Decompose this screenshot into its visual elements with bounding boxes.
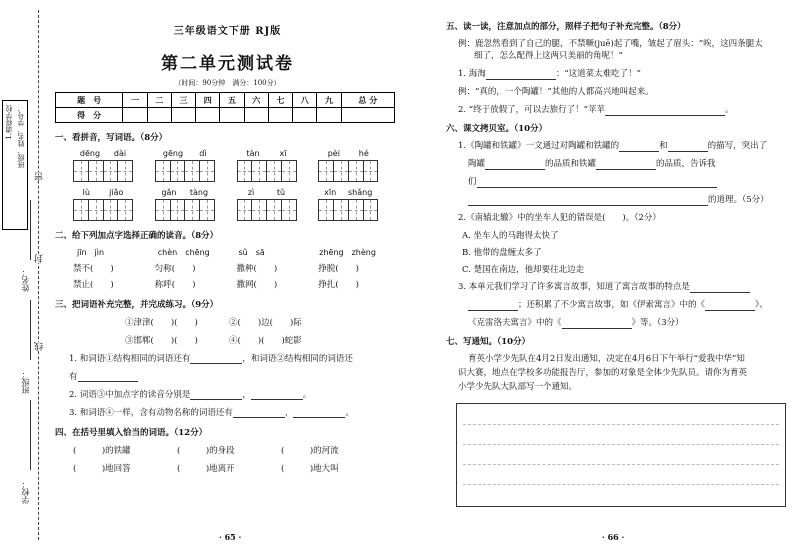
score-cell[interactable] [293, 108, 317, 123]
option-a[interactable]: A. 坐车人的马跑得太快了 [462, 231, 559, 241]
fill-item: ( )的铁罐 [73, 446, 131, 456]
score-header-cell: 总 分 [341, 93, 394, 108]
score-cell[interactable] [341, 108, 394, 123]
writing-grid[interactable] [155, 199, 215, 221]
q5-example: 例：“真的，一个陶罐！”其他的人都高兴地叫起来。 [458, 87, 654, 97]
page-title: 第二单元测试卷 [161, 54, 294, 74]
pinyin-syllable: zì [247, 188, 255, 197]
idiom-item: ③邯郸( )( ) [125, 336, 198, 346]
q6-item1: 陶罐 [468, 159, 486, 169]
answer-blank[interactable] [485, 161, 545, 170]
fill-item: ( )地回答 [73, 464, 131, 474]
pinyin-syllable: lù [82, 188, 90, 197]
pinyin-item [318, 149, 400, 182]
name-field[interactable] [30, 200, 31, 260]
pinyin-syllable: gēng [162, 149, 184, 158]
school-field[interactable] [30, 400, 31, 470]
answer-blank[interactable] [705, 302, 755, 311]
q5-example: 细了，怎么配得上这两只美丽的角呢！” [474, 51, 623, 61]
fill-row [55, 444, 400, 456]
pinyin-item [155, 188, 237, 221]
answer-blank[interactable] [690, 284, 750, 293]
fill-row [55, 462, 400, 474]
score-header-cell: 四 [196, 93, 220, 108]
score-header-cell: 二 [147, 93, 171, 108]
score-cell[interactable] [317, 108, 341, 123]
seal-mark: 密 [35, 172, 45, 181]
writing-grid[interactable] [318, 160, 378, 182]
answer-blank[interactable] [190, 355, 242, 364]
pinyin-item [237, 149, 319, 182]
score-cell[interactable] [123, 108, 147, 123]
score-header-cell: 九 [317, 93, 341, 108]
q6-item3: ；还积累了不少寓言故事，如《伊索寓言》中的《 [518, 300, 706, 310]
answer-blank[interactable] [78, 373, 138, 382]
q6-item1: 和 [659, 141, 668, 151]
pinyin-syllable: pèi [327, 149, 340, 158]
pinyin-syllable: gǎn [161, 188, 177, 197]
pinyin-syllable: dēng [79, 149, 101, 158]
answer-blank[interactable] [468, 197, 708, 206]
q5-item1: 1. 海淘 [458, 69, 486, 79]
q3-item2-text: 2. 词语③中加点字的读音分别是 [69, 390, 191, 400]
q7-prompt: 育英小学少先队在4月2日发出通知，决定在4月6日下午举行“爱我中华”知 [468, 354, 745, 364]
question-6-heading: 六、课文拷贝室。（10分） [446, 124, 548, 134]
score-label-cell: 得 分 [56, 108, 123, 123]
notice-line: 班级、姓名、学号、 [17, 105, 25, 168]
writing-grid[interactable] [237, 160, 297, 182]
question-5-heading: 五、读一读，注意加点的部分，照样子把句子补充完整。（8分） [446, 22, 686, 32]
series-title: 三年级语文下册 RJ版 [173, 26, 282, 37]
score-cell[interactable] [147, 108, 171, 123]
answer-blank[interactable] [486, 71, 556, 80]
choice-item: 匀称( ) [154, 264, 196, 274]
pinyin-option: jīn jìn [77, 248, 105, 257]
q3-item1-text: 1. 和词语①结构相同的词语还有 [69, 354, 191, 364]
idiom-item: ④( )( )蛇影 [229, 336, 302, 346]
question-4-heading: 四、在括号里填入恰当的词语。（12分） [55, 428, 208, 438]
pinyin-option: zhēng zhèng [319, 248, 376, 257]
q5-item2: 2. “终于放假了，可以去旅行了！”苹苹 [458, 105, 606, 115]
q6-item1: 的描写，突出了 [707, 141, 768, 151]
answer-blank[interactable] [233, 409, 285, 418]
seal-mark: 线 [35, 342, 45, 351]
writing-grid[interactable] [155, 160, 215, 182]
pinyin-item [237, 188, 319, 221]
name-label: 姓名： [21, 268, 30, 292]
left-page: 三年级语文下册 RJ版 第二单元测试卷 （时间：90分钟 满分：100分） 题 号 一 二 三 四 五 六 七 八 九 总 分 得 分 一、看拼音，写词语。（8分） dēng dài gēng dì tàn xī pèi hé lù jiǎo gǎn tàng zì tǔ xīn shǎng 二、给下列加点字选择正确的读音。（8分） jīn jìn chèn chēng sǔ sā zhēng zhèng 禁不( ) 匀称( ) 撒种( ) 挣脱( ) 禁止( ) 称呼( ) 撒网( ) 挣扎( ) 三、把词语补充完整，并完成练习。（9分） ①津津( )( ) ②( )边( )际 ③邯郸( )( ) ④( )( )蛇影 1. 和词语①结构相同的词语还有 ，和词语②结构相同的词语还 有 2. 词语③中加点字的读音分别是 ， 。 3. 和词语④一样，含有动物名称的词语还有 ， 。 四、在括号里填入恰当的词语。（12分） ( )的铁罐 ( )的身段 ( )的河流 ( )地回答 ( )地离开 ( )地大叫 [55, 0, 400, 474]
choice-item: 称呼( ) [154, 280, 196, 290]
score-header-cell: 一 [123, 93, 147, 108]
exam-time: （时间：90分钟 满分：100分） [174, 79, 281, 87]
choice-item: 禁止( ) [73, 280, 114, 290]
q7-prompt: 小学少先队大队部写一个通知。 [458, 382, 578, 392]
right-page: 五、读一读，注意加点的部分，照样子把句子补充完整。（8分） 例：鹿忽然看到了自己的腿，不禁噘(juē)起了嘴，皱起了眉头：“唉，这四条腿太 细了，怎么配得上这两只美丽的角呢！” 1. 海淘 ：“这道菜太难吃了！” 例：“真的，一个陶罐！”其他的人都高兴地叫起来。 2. “终于放假了，可以去旅行了！”苹苹 。 六、课文拷贝室。（10分） 1.《陶罐和铁罐》一文通过对陶罐和铁罐的 和 的描写，突出了 陶罐 的品质和铁罐 的品质，告诉我 们 的道理。（5分） 2.《南辕北辙》中的坐车人犯的错误是( )。（2分） A. 坐车人的马跑得太快了 B. 他带的盘缠太多了 C. 楚国在南边，他却要往北边走 3. 本单元我们学习了许多寓言故事，知道了寓言故事的特点是 ；还积累了不少寓言故事，如《伊索寓言》中的《 》、 《克雷洛夫寓言》中的《 》等。（3分） 七、写通知。（10分） 育英小学少先队在4月2日发出通知，决定在4月6日下午举行“爱我中华”知 识大赛，地点在学校多功能报告厅，参加的对象是全体少先队员。请你为育英 小学少先队大队部写一个通知。 [446, 0, 786, 507]
idiom-row [55, 316, 400, 328]
answer-blank[interactable] [668, 143, 708, 152]
option-c[interactable]: C. 楚国在南边，他却要往北边走 [462, 265, 585, 275]
answer-blank[interactable] [596, 161, 656, 170]
answer-blank[interactable] [190, 391, 242, 400]
writing-grid[interactable] [73, 199, 133, 221]
pinyin-syllable: jiǎo [109, 188, 124, 197]
choice-item: 挣脱( ) [318, 264, 359, 274]
pinyin-syllable: xīn [324, 188, 337, 197]
pinyin-syllable: hé [358, 149, 369, 158]
pinyin-syllable: tǔ [276, 188, 286, 197]
choice-item: 禁不( ) [73, 264, 114, 274]
pinyin-options [55, 247, 400, 258]
score-cell[interactable] [171, 108, 195, 123]
idiom-item: ②( )边( )际 [229, 318, 302, 328]
notice-line: 1.请将学校 [5, 105, 13, 140]
pinyin-option: chèn chēng [157, 248, 210, 257]
page-number-right: · 66 · [602, 532, 625, 542]
choice-row [55, 262, 400, 274]
q3-item3-text: 3. 和词语④一样，含有动物名称的词语还有 [69, 408, 233, 418]
answer-blank[interactable] [293, 409, 345, 418]
pinyin-option: sǔ sā [238, 248, 265, 257]
question-1-heading: 一、看拼音，写词语。（8分） [55, 133, 168, 143]
q7-prompt: 识大赛，地点在学校多功能报告厅，参加的对象是全体少先队员。请你为育英 [458, 368, 748, 378]
page-number-left: · 65 · [219, 532, 242, 542]
pinyin-syllable: shǎng [348, 188, 373, 197]
answer-blank[interactable] [605, 107, 725, 116]
q6-item1: 的道理。（5分） [708, 195, 769, 205]
q3-item1-text: ，和词语②结构相同的词语还 [242, 354, 353, 364]
pinyin-row [55, 149, 400, 182]
answer-blank[interactable] [477, 179, 717, 188]
pinyin-syllable: tàng [189, 188, 209, 197]
score-header-cell: 五 [220, 93, 244, 108]
choice-item: 挣扎( ) [318, 280, 359, 290]
q6-item3: 3. 本单元我们学习了许多寓言故事，知道了寓言故事的特点是 [458, 282, 690, 292]
option-b[interactable]: B. 他带的盘缠太多了 [462, 248, 542, 258]
pinyin-syllable: dài [113, 149, 127, 158]
seal-dash-line [38, 10, 39, 540]
answer-blank[interactable] [251, 391, 303, 400]
pinyin-item [318, 188, 400, 221]
seal-mark: 封 [35, 254, 45, 263]
writing-grid[interactable] [318, 199, 378, 221]
score-cell[interactable] [196, 108, 220, 123]
score-header-cell: 六 [244, 93, 268, 108]
class-field[interactable] [30, 300, 31, 360]
answer-blank[interactable] [468, 302, 518, 311]
fill-item: ( )的河流 [281, 446, 339, 456]
choice-item: 撒种( ) [236, 264, 278, 274]
score-header-cell: 七 [268, 93, 292, 108]
score-cell[interactable] [268, 108, 292, 123]
writing-grid[interactable] [237, 199, 297, 221]
idiom-item: ①津津( )( ) [125, 318, 198, 328]
school-label: 学校： [21, 480, 30, 504]
score-cell[interactable] [220, 108, 244, 123]
score-table [55, 92, 395, 123]
answer-blank[interactable] [619, 143, 659, 152]
fill-item: ( )地离开 [177, 464, 235, 474]
question-3-heading: 三、把词语补充完整，并完成练习。（9分） [55, 300, 219, 310]
score-header-cell: 题 号 [56, 93, 123, 108]
pinyin-item [73, 149, 155, 182]
choice-row [55, 278, 400, 290]
q5-item1: ：“这道菜太难吃了！” [555, 69, 642, 79]
class-label: 班级： [21, 370, 30, 394]
q3-item1-text: 有 [69, 372, 78, 382]
choice-item: 撒网( ) [236, 280, 278, 290]
writing-grid[interactable] [73, 160, 133, 182]
question-7-heading: 七、写通知。（10分） [446, 337, 531, 347]
q6-item1: 1.《陶罐和铁罐》一文通过对陶罐和铁罐的 [458, 141, 620, 151]
pinyin-row [55, 188, 400, 221]
binding-strip [0, 0, 52, 551]
q6-item2: 2.《南辕北辙》中的坐车人犯的错误是( )。（2分） [458, 213, 661, 223]
fill-item: ( )地大叫 [281, 464, 339, 474]
q6-item1: 的品质和铁罐 [545, 159, 597, 169]
q6-item3: 》、 [755, 300, 768, 310]
pinyin-syllable: dì [199, 149, 207, 158]
question-2-heading: 二、给下列加点字选择正确的读音。（8分） [55, 231, 219, 241]
score-header-cell: 三 [171, 93, 195, 108]
answer-blank[interactable] [562, 320, 632, 329]
writing-area[interactable] [456, 403, 786, 507]
pinyin-item [73, 188, 155, 221]
notice-box [2, 100, 28, 230]
pinyin-syllable: xī [279, 149, 287, 158]
idiom-row [55, 334, 400, 346]
q6-item1: 们 [468, 177, 477, 187]
q6-item1: 的品质，告诉我 [656, 159, 716, 169]
q6-item3: 》等。（3分） [631, 318, 684, 328]
score-header-cell: 八 [293, 93, 317, 108]
pinyin-syllable: tàn [246, 149, 260, 158]
q6-item3: 《克雷洛夫寓言》中的《 [468, 318, 562, 328]
fill-item: ( )的身段 [177, 446, 235, 456]
q5-example: 例：鹿忽然看到了自己的腿，不禁噘(juē)起了嘴，皱起了眉头：“唉，这四条腿太 [458, 39, 763, 49]
pinyin-item [155, 149, 237, 182]
score-cell[interactable] [244, 108, 268, 123]
